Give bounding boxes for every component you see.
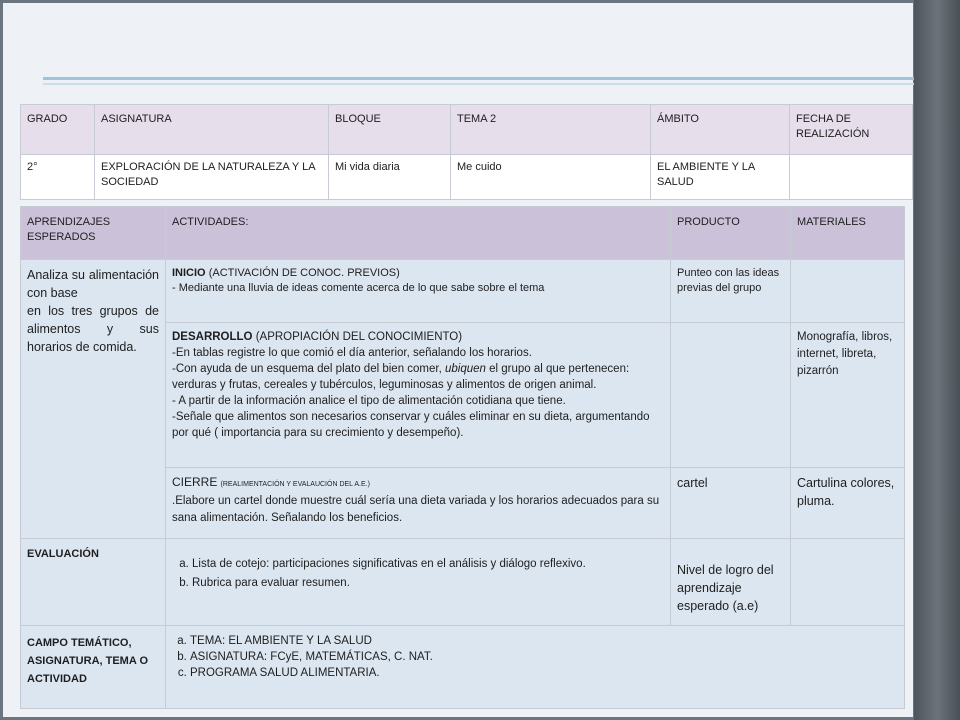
aprendizajes-line-2: con base (27, 286, 78, 300)
desarrollo-line-3: - A partir de la información analice el tipo de alimentación cotidiana que tiene. (172, 395, 566, 407)
cell-grado: 2° (21, 155, 95, 200)
cell-fecha (790, 155, 913, 200)
evaluacion-item-a: a. Lista de cotejo: participaciones significativas en el análisis y diálogo reflexivo. (192, 557, 664, 572)
cell-ambito: EL AMBIENTE Y LA SALUD (651, 155, 790, 200)
campo-cell (166, 626, 905, 709)
cierre-text: .Elabore un cartel donde muestre cuál sería una dieta variada y los horarios adecuados para su sana alimentación. Señalando los beneficios. (172, 495, 660, 524)
aprendizajes-line-1: Analiza su alimentación (27, 268, 159, 282)
cierre-cell (166, 468, 671, 539)
aprendizajes-cell (21, 260, 166, 539)
decorative-rule-thin (43, 83, 919, 85)
header-materiales: MATERIALES (791, 207, 905, 260)
evaluacion-materiales (791, 539, 905, 626)
cierre-producto: cartel (671, 468, 791, 539)
header-fecha: FECHA DE REALIZACIÓN (790, 105, 913, 155)
desarrollo-cell (166, 323, 671, 468)
header-ambito: ÁMBITO (651, 105, 790, 155)
desarrollo-materiales: Monografía, libros, internet, libreta, pizarrón (791, 323, 905, 468)
header-actividades: ACTIVIDADES: (166, 207, 671, 260)
inicio-cell (166, 260, 671, 323)
desarrollo-line-4: -Señale que alimentos son necesarios conservar y cuáles eliminar en su dieta, argumentando por qué ( importancia para su crecimiento y desempeño). (172, 411, 650, 439)
inicio-materiales (791, 260, 905, 323)
evaluacion-producto: Nivel de logro del aprendizaje esperado (a.e) (671, 539, 791, 626)
cell-bloque: Mi vida diaria (329, 155, 451, 200)
inicio-producto: Punteo con las ideas previas del grupo (671, 260, 791, 323)
header-aprendizajes: APRENDIZAJES ESPERADOS (21, 207, 166, 260)
planning-table (20, 206, 905, 709)
cierre-title: CIERRE (172, 475, 218, 489)
cierre-materiales: Cartulina colores, pluma. (791, 468, 905, 539)
decorative-rule (43, 77, 919, 80)
evaluacion-label: EVALUACIÓN (21, 539, 166, 626)
right-background-strip (914, 0, 960, 720)
header-grado: GRADO (21, 105, 95, 155)
desarrollo-line-2b: ubiquen (445, 363, 486, 375)
cierre-title-small: (REALIMENTACIÓN Y EVALAUCIÓN DEL A.E.) (220, 481, 370, 488)
desarrollo-line-2a: -Con ayuda de un esquema del plato del bien comer, (172, 363, 442, 375)
aprendizajes-line-3: en los tres grupos de alimentos y sus horarios de comida. (27, 304, 159, 354)
evaluacion-item-b: b. Rubrica para evaluar resumen. (192, 576, 664, 591)
inicio-text: - Mediante una lluvia de ideas comente acerca de lo que sabe sobre el tema (172, 282, 545, 294)
cell-asignatura: EXPLORACIÓN DE LA NATURALEZA Y LA SOCIEDAD (95, 155, 329, 200)
header-producto: PRODUCTO (671, 207, 791, 260)
header-info-table (20, 104, 913, 200)
campo-item-c: c. PROGRAMA SALUD ALIMENTARIA. (190, 666, 898, 681)
header-tema: TEMA 2 (451, 105, 651, 155)
desarrollo-title: DESARROLLO (172, 331, 253, 343)
desarrollo-title-rest: (APROPIACIÓN DEL CONOCIMIENTO) (255, 331, 463, 343)
campo-item-a: a. TEMA: EL AMBIENTE Y LA SALUD (190, 634, 898, 649)
header-bloque: BLOQUE (329, 105, 451, 155)
cell-tema: Me cuido (451, 155, 651, 200)
desarrollo-producto (671, 323, 791, 468)
evaluacion-cell (166, 539, 671, 626)
desarrollo-line-2c: el grupo al que pertenecen: verduras y frutas, cereales y tubérculos, leguminosas y alimentos de origen animal. (172, 363, 630, 391)
inicio-title: INICIO (172, 267, 206, 279)
header-asignatura: ASIGNATURA (95, 105, 329, 155)
campo-label: CAMPO TEMÁTICO, ASIGNATURA, TEMA O ACTIVIDAD (21, 626, 166, 709)
campo-item-b: b. ASIGNATURA: FCyE, MATEMÁTICAS, C. NAT. (190, 650, 898, 665)
desarrollo-line-1: -En tablas registre lo que comió el día anterior, señalando los horarios. (172, 347, 532, 359)
inicio-title-rest: (ACTIVACIÓN DE CONOC. PREVIOS) (208, 267, 400, 279)
